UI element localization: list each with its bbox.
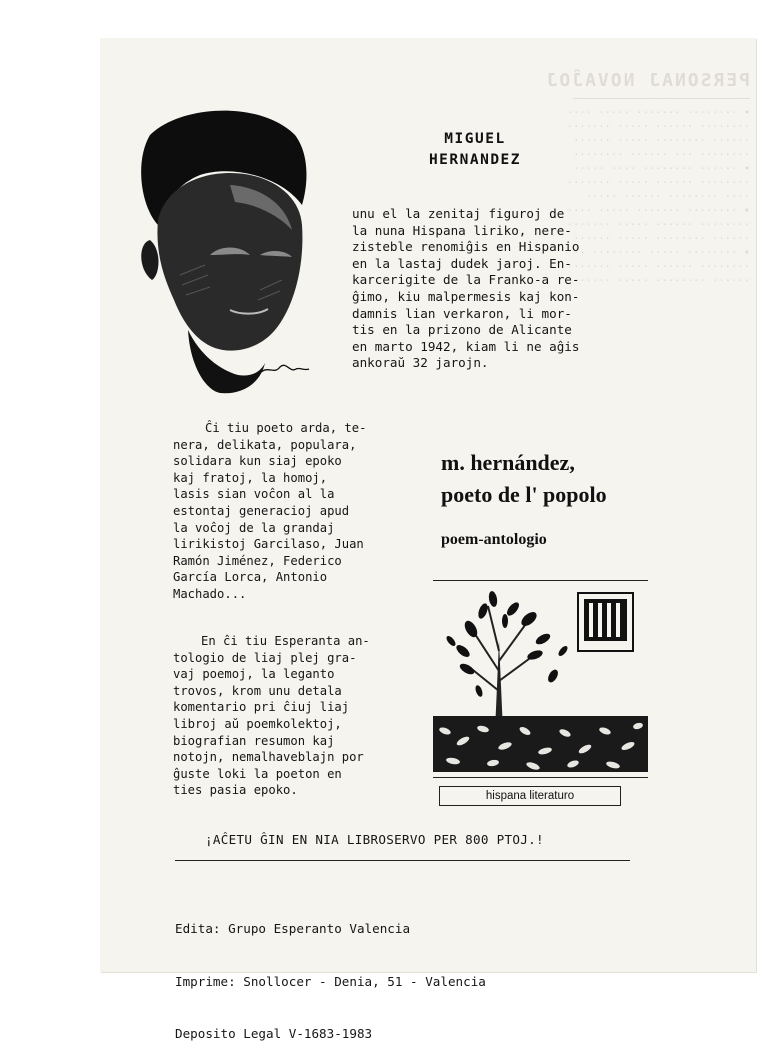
intro-line: en marto 1942, kiam li ne aĝis	[352, 338, 580, 354]
book-title-line-2: poeto de l' popolo	[441, 482, 607, 507]
divider-line	[175, 860, 630, 861]
heading-line-2: HERNANDEZ	[428, 152, 522, 168]
body-line: ties pasia epoko.	[173, 783, 298, 798]
book-subtitle: poem-antologio	[441, 531, 547, 548]
imprint-publisher: Edita: Grupo Esperanto Valencia	[175, 921, 411, 936]
body-line: trovos, krom unu detala	[173, 683, 342, 698]
poet-name-heading	[405, 131, 545, 168]
intro-line: ĝimo, kiu malpermesis kaj kon-	[352, 288, 580, 304]
tree-and-prison-window-image	[433, 581, 648, 777]
body-line: tologio de liaj plej gra-	[173, 650, 357, 665]
order-call-to-action: ¡AĈETU ĜIN EN NIA LIBROSERVO PER 800 PTOJ.!	[205, 832, 544, 847]
intro-line: en la lastaj dudek jaroj. En-	[352, 255, 572, 271]
body-line: lasis sian voĉon al la	[173, 487, 335, 502]
intro-line: zisteble renomiĝis en Hispanio	[352, 239, 580, 255]
heading-line-1: MIGUEL	[444, 131, 506, 147]
body-line: libroj aŭ poemkolektoj,	[173, 716, 342, 731]
book-title-line-1: m. hernández,	[441, 450, 575, 475]
intro-line: ankoraŭ 32 jarojn.	[352, 355, 489, 371]
body-line: Machado...	[173, 586, 247, 601]
body-line: En ĉi tiu Esperanta an-	[201, 634, 370, 648]
imprint-block	[175, 885, 486, 1060]
intro-line: damnis lian verkaron, li mor-	[352, 305, 572, 321]
body-line: la voĉoj de la grandaj	[173, 520, 335, 535]
signature-mark	[260, 365, 309, 373]
body-paragraph-2	[173, 633, 370, 799]
body-line: notojn, nemalhaveblajn por	[173, 750, 364, 765]
body-line: komentario pri ĉiuj liaj	[173, 700, 350, 715]
body-line: estontaj generacioj apud	[173, 503, 350, 518]
bleed-through-texture: PERSONAJ NOVAĴOJ ──────────────────────────── • ········ ······· ····· ···· ········ ······ ····· ······· ······ ········ ····· ······ ········ ··· ······ ········ • ······ ········ ···· ····· ········ ······ ····· ······· ···· ········ ······ ····· • ········ ······· ····· ···· ········ ······ ····· ······· ······ ········ ····· ······ • ········ ····· ········ ·· ········ ······ ····· ······· ······ ········ ····· ······	[544, 70, 750, 287]
body-line: García Lorca, Antonio	[173, 570, 328, 585]
body-line: lirikistoj Garcilaso, Juan	[173, 537, 364, 552]
intro-line: la nuna Hispana liriko, nere-	[352, 222, 572, 238]
imprint-printer: Imprime: Snollocer - Denia, 51 - Valencia	[175, 973, 486, 989]
body-line: Ramón Jiménez, Federico	[173, 553, 342, 568]
body-line: biografian resumon kaj	[173, 733, 335, 748]
intro-paragraph	[352, 206, 579, 372]
imprint-legal-deposit: Deposito Legal V-1683-1983	[175, 1026, 373, 1041]
intro-line: karcerigite de la Franko-a re-	[352, 272, 580, 288]
series-label: hispana literaturo	[439, 786, 621, 806]
intro-line: unu el la zenitaj figuroj de	[352, 206, 565, 221]
body-line: kaj fratoj, la homoj,	[173, 470, 328, 485]
poet-portrait-illustration	[110, 105, 315, 395]
body-line: nera, delikata, populara,	[173, 437, 357, 452]
body-line: Ĉi tiu poeto arda, te-	[205, 421, 367, 435]
book-cover-illustration	[433, 580, 648, 778]
body-line: vaj poemoj, la leganto	[173, 667, 335, 682]
intro-line: tis en la prizono de Alicante	[352, 322, 572, 338]
body-line: ĝuste loki la poeton en	[173, 766, 342, 781]
body-line: solidara kun siaj epoko	[173, 454, 342, 469]
body-paragraph-1	[173, 420, 366, 603]
